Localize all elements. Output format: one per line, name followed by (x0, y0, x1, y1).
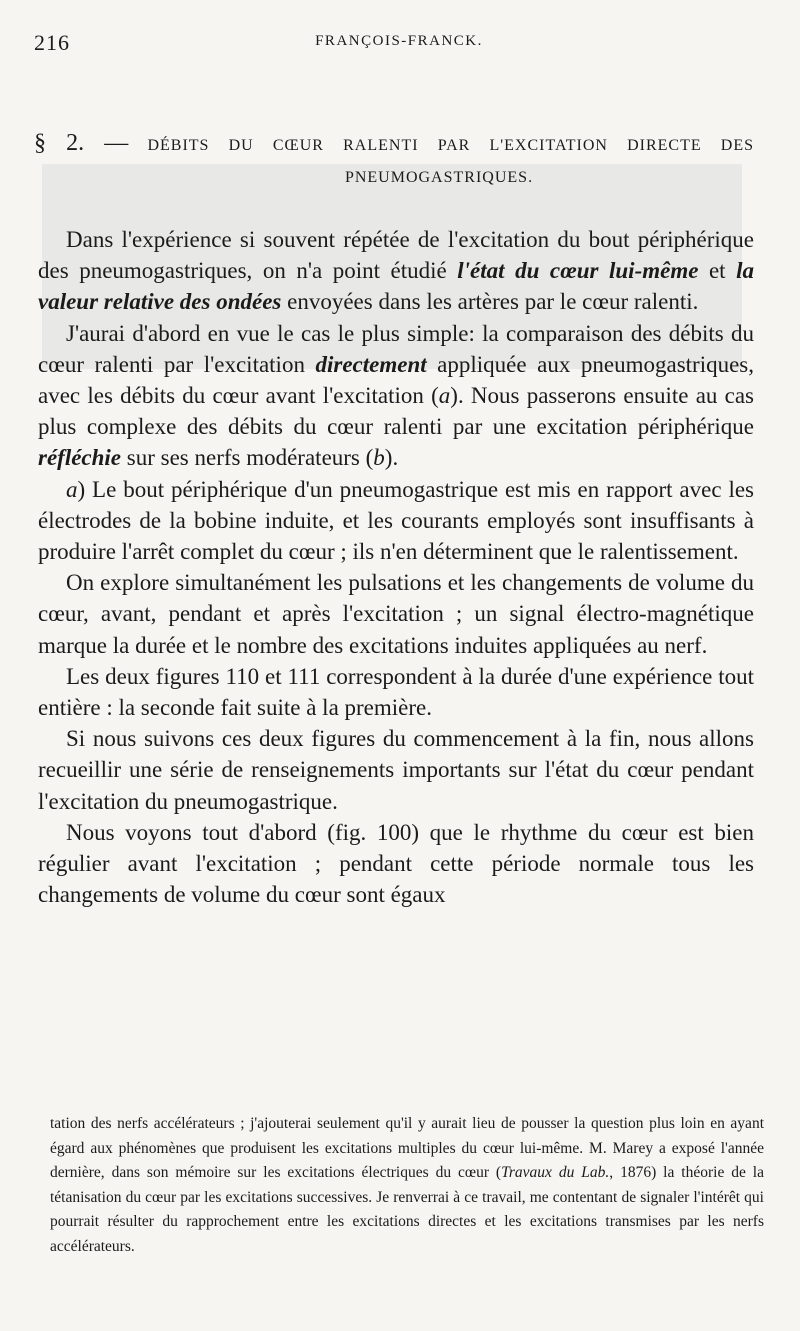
section-number: § 2. — (34, 130, 129, 156)
page-number: 216 (34, 30, 70, 55)
footnote-text: tation des nerfs accélérateurs ; j'ajouterai seulement qu'il y aurait lieu de pousser la question plus loin en ayant égard aux phénomènes que produisent les excitations multiples du cœur lui-même. M. Marey a exposé l'année dernière, dans son mémoire sur les excitations électriques du cœur (Travaux du Lab., 1876) la théorie de la tétanisation du cœur par les excitations successives. Je renverrai à ce travail, me contentant de signaler l'intérêt qui pourrait résulter du rapprochement entre les excitations directes et les excitations transmises par les nerfs accélérateurs. (50, 1115, 764, 1255)
paragraph: a) Le bout périphérique d'un pneumogastrique est mis en rapport avec les électrodes de la bobine induite, et les courants employés sont insuffisants à produire l'arrêt complet du cœur ; ils n'en déterminent que le ralentissement. (38, 476, 754, 565)
paragraph: Les deux figures 110 et 111 correspondent à la durée d'une expérience tout entière : la seconde fait suite à la première. (38, 663, 754, 721)
section-title-text: DÉBITS DU CŒUR RALENTI PAR L'EXCITATION DIRECTE DES (147, 137, 755, 154)
paragraph: On explore simultanément les pulsations et les changements de volume du cœur, avant, pendant et après l'excitation ; un signal électro-magnétique marque la durée et le nombre des excitations induites appliquées au nerf. (38, 570, 754, 658)
paragraph: Dans l'expérience si souvent répétée de l'excitation du bout périphérique des pneumogastriques, on n'a point étudié l'état du cœur lui-même et la valeur relative des ondées envoyées dans les artères par le cœur ralenti. (38, 227, 754, 315)
footnote (50, 1112, 764, 1259)
paragraph: J'aurai d'abord en vue le cas le plus simple: la comparaison des débits du cœur ralenti par l'excitation directement appliquée aux pneumogastriques, avec les débits du cœur avant l'excitation (a). Nous passerons ensuite au cas plus complexe des débits du cœur ralenti par une excitation périphérique réfléchie sur ses nerfs modérateurs (b). (38, 320, 754, 471)
running-head: FRANÇOIS-FRANCK. (315, 33, 483, 49)
section-heading-line2: PNEUMOGASTRIQUES. (344, 169, 534, 186)
body-text (38, 224, 754, 910)
paragraph: Nous voyons tout d'abord (fig. 100) que le rhythme du cœur est bien régulier avant l'excitation ; pendant cette période normale tous les changements de volume du cœur sont égaux (38, 819, 754, 908)
section-heading (34, 127, 754, 194)
page-header (34, 30, 764, 56)
section-heading-line1 (34, 127, 754, 162)
paragraph: Si nous suivons ces deux figures du commencement à la fin, nous allons recueillir une série de renseignements importants sur l'état du cœur pendant l'excitation du pneumogastrique. (38, 726, 754, 814)
